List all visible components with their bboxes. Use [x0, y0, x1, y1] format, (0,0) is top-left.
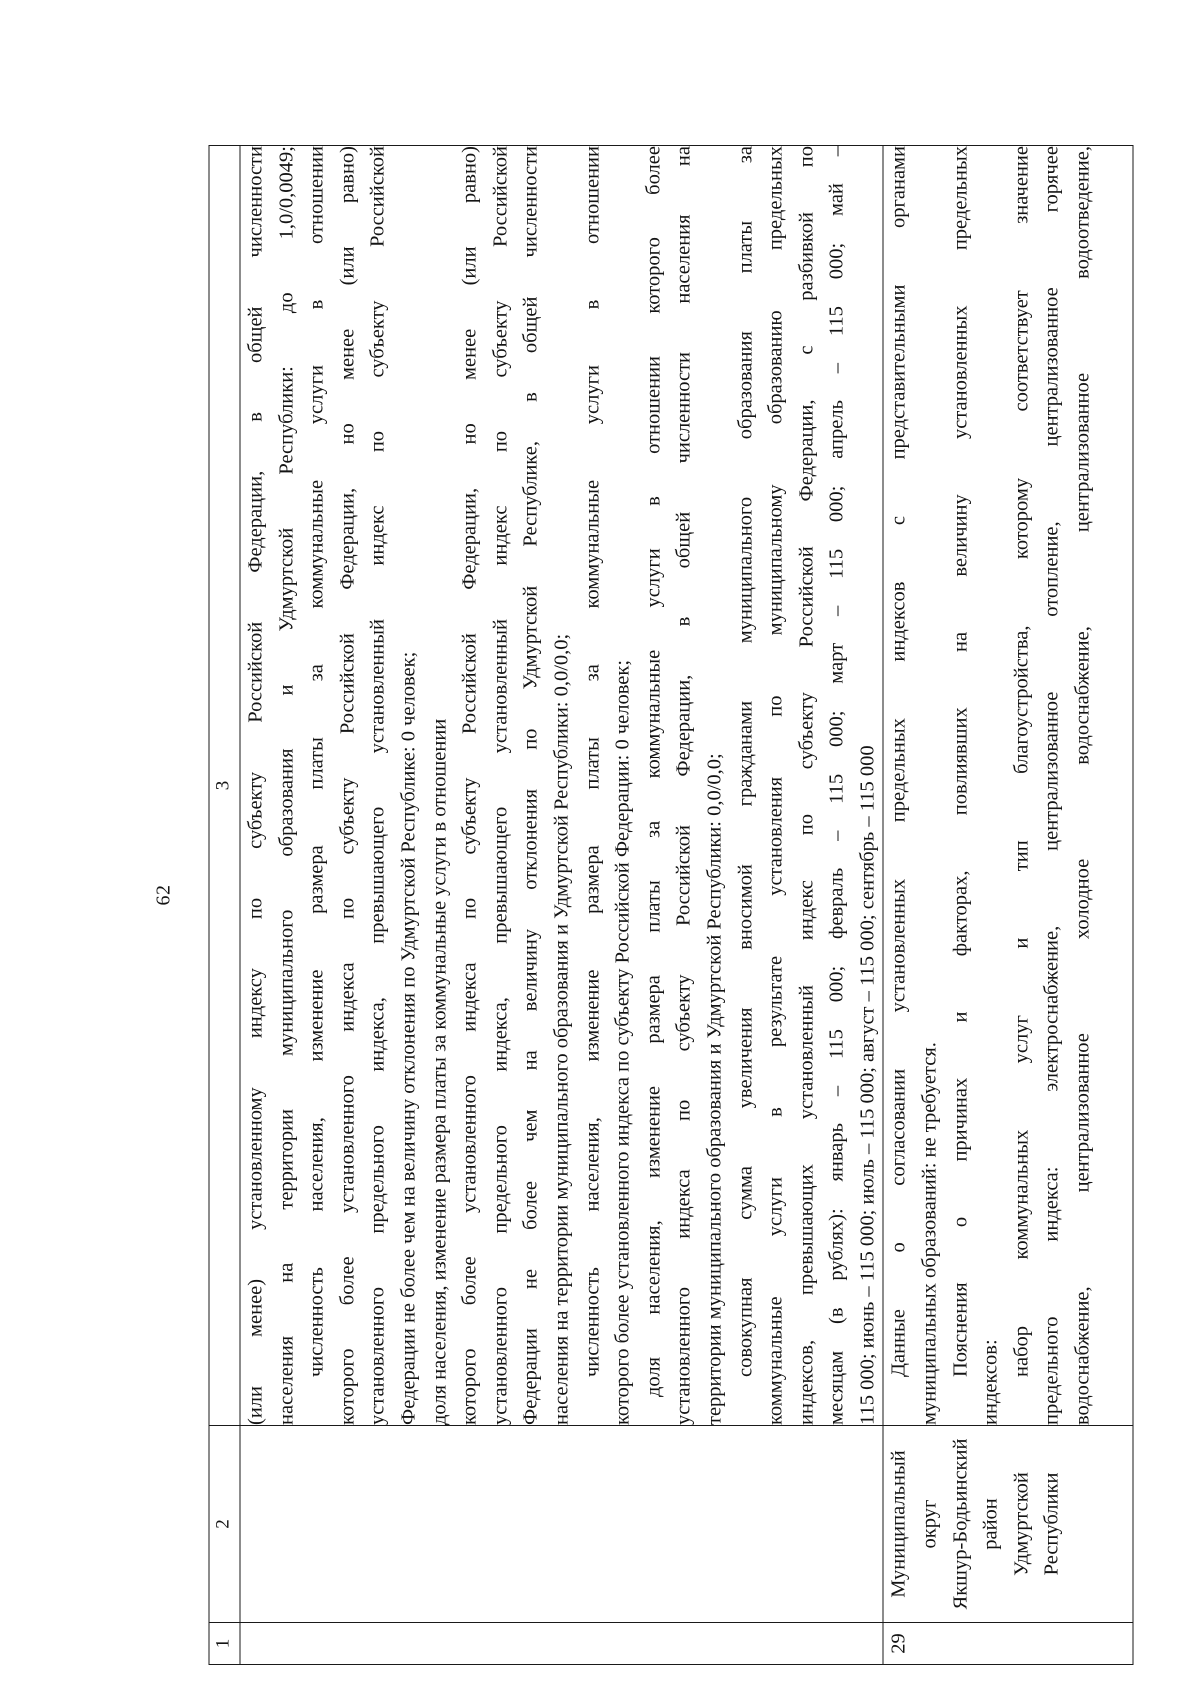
text-line: предельного индекса: электроснабжение, централизованное отопление, централизованное горячее: [1040, 146, 1063, 1425]
text-line: Пояснения о причинах и факторах, повлиявших на величину установленных предельных: [949, 146, 972, 1377]
municipality-line: Якшур-Бодьинский: [949, 1438, 972, 1610]
text-line: установленного предельного индекса, превышающего установленный индекс по субъекту Российской: [366, 146, 389, 1425]
municipality-cell: [883, 1426, 1133, 1623]
text-line: месяцам (в рублях): январь – 115 000; февраль – 115 000; март – 115 000; апрель – 115 000; май –: [825, 146, 848, 1425]
description-cell: [883, 146, 1133, 1426]
table-header-row: [209, 146, 240, 1665]
text-line: численность населения, изменение размера платы за коммунальные услуги в отношении: [581, 146, 604, 1377]
text-line: населения на территории муниципального образования и Удмуртской Республики: 0,0/0,0;: [550, 633, 573, 1425]
municipality-line: район: [979, 1498, 1002, 1550]
text-line: которого более установленного индекса по субъекту Российской Федерации: 0 человек;: [611, 659, 634, 1425]
text-line: территории муниципального образования и Удмуртской Республики: 0,0/0,0;: [703, 753, 726, 1425]
rotated-sheet: [143, 105, 1158, 1685]
text-line: (или менее) установленному индексу по субъекту Российской Федерации, в общей численности: [244, 146, 267, 1425]
row-number-cell: 29: [883, 1623, 1133, 1665]
municipality-line: округ: [918, 1499, 941, 1549]
text-line: Федерации не более чем на величину отклонения по Удмуртской Республике: 0 человек;: [397, 651, 420, 1425]
municipality-line: Республики: [1040, 1472, 1063, 1576]
text-line: установленного предельного индекса, превышающего установленный индекс по субъекту Российской: [489, 146, 512, 1425]
text-line: которого более установленного индекса по субъекту Российской Федерации, но менее (или равно): [458, 146, 481, 1425]
table-row-continued: [240, 146, 883, 1665]
text-line: 115 000; июнь – 115 000; июль – 115 000; август – 115 000; сентябрь – 115 000: [856, 745, 879, 1425]
text-line: индексов:: [979, 1339, 1002, 1425]
text-line: набор коммунальных услуг и тип благоустройства, которому соответствует значение: [1010, 146, 1033, 1377]
text-line: Федерации не более чем на величину отклонения по Удмуртской Республике, в общей численности: [519, 146, 542, 1425]
text-line: водоснабжение, централизованное холодное водоснабжение, централизованное водоотведение,: [1071, 146, 1094, 1425]
data-table: [209, 145, 1134, 1665]
header-col-3: 3: [209, 146, 240, 1426]
text-line: Данные о согласовании установленных предельных индексов с представительными органами: [887, 146, 910, 1377]
header-col-1: 1: [209, 1623, 240, 1665]
table-row-29: [883, 146, 1133, 1665]
description-cell: [240, 146, 883, 1426]
municipality-line: Удмуртской: [1010, 1472, 1033, 1576]
text-line: индексов, превышающих установленный индекс по субъекту Российской Федерации, с разбивкой по: [795, 146, 818, 1425]
municipality-cell: [240, 1426, 883, 1623]
text-line: установленного индекса по субъекту Российской Федерации, в общей численности населения на: [672, 146, 695, 1425]
text-line: которого более установленного индекса по субъекту Российской Федерации, но менее (или равно): [336, 146, 359, 1425]
header-col-2: 2: [209, 1426, 240, 1623]
text-line: муниципальных образований: не требуется.: [918, 1042, 941, 1425]
text-line: совокупная сумма увеличения вносимой гражданами муниципального образования платы за: [734, 146, 756, 1377]
text-line: численность населения, изменение размера платы за коммунальные услуги в отношении: [305, 146, 328, 1377]
row-number-cell: [240, 1623, 883, 1665]
text-line: доля населения, изменение размера платы за коммунальные услуги в отношении: [428, 718, 451, 1425]
municipality-line: Муниципальный: [887, 1450, 910, 1598]
page-number: 62: [152, 884, 175, 906]
text-line: доля населения, изменение размера платы за коммунальные услуги в отношении которого более: [642, 146, 665, 1397]
text-line: населения на территории муниципального образования и Удмуртской Республики: до 1,0/0,0049;: [275, 146, 298, 1425]
text-line: коммунальные услуги в результате установления по муниципальному образованию предельных: [764, 146, 787, 1425]
